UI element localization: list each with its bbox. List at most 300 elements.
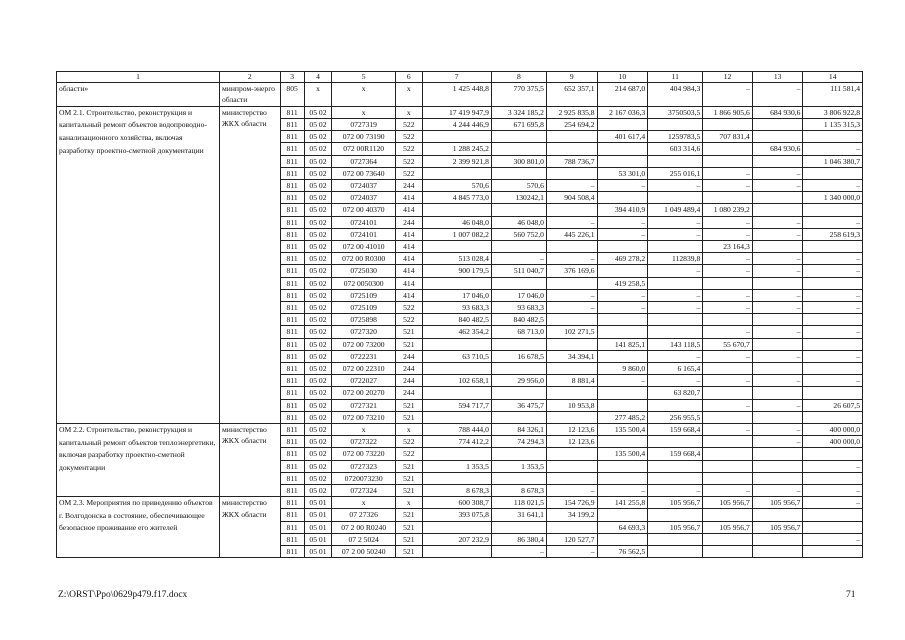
table-cell: 393 075,8 <box>422 509 491 521</box>
table-body <box>57 83 863 558</box>
table-cell: – <box>752 424 803 436</box>
table-cell: 0727322 <box>332 436 396 448</box>
table-cell <box>491 204 546 216</box>
table-cell: 594 717,7 <box>422 399 491 411</box>
table-cell: 0725109 <box>332 302 396 314</box>
table-cell <box>752 192 803 204</box>
table-cell: – <box>752 350 803 362</box>
table-cell: 811 <box>280 533 304 545</box>
table-cell: 1 049 489,4 <box>648 204 703 216</box>
table-cell: 17 419 947,9 <box>422 106 491 118</box>
table-cell: 072 00 73210 <box>332 411 396 423</box>
table-cell <box>546 338 597 350</box>
table-cell: x <box>332 424 396 436</box>
table-cell: 401 617,4 <box>597 131 648 143</box>
table-cell: 05 02 <box>304 228 332 240</box>
table-cell: 521 <box>396 338 422 350</box>
table-cell: 811 <box>280 314 304 326</box>
file-path-footer: Z:\ORST\Ppo\0629p479.f17.docx <box>58 590 188 600</box>
table-cell: – <box>803 460 863 472</box>
table-cell: 05 02 <box>304 204 332 216</box>
table-cell <box>597 387 648 399</box>
table-cell: 404 984,3 <box>648 83 703 107</box>
column-number-cell: 7 <box>422 72 491 83</box>
table-cell: 05 02 <box>304 387 332 399</box>
table-cell <box>422 167 491 179</box>
table-cell <box>546 521 597 533</box>
table-cell: x <box>304 83 332 107</box>
table-cell: – <box>752 375 803 387</box>
table-cell: 072 00 22310 <box>332 363 396 375</box>
table-cell: 1 353,5 <box>422 460 491 472</box>
table-cell <box>597 143 648 155</box>
table-cell: 9 860,0 <box>597 363 648 375</box>
table-cell: 072 00 73640 <box>332 167 396 179</box>
table-cell <box>422 131 491 143</box>
table-cell: 811 <box>280 167 304 179</box>
table-cell: 0727364 <box>332 155 396 167</box>
table-cell <box>752 509 803 521</box>
table-cell <box>422 241 491 253</box>
table-cell: 072 00 73200 <box>332 338 396 350</box>
table-cell: 93 683,3 <box>491 302 546 314</box>
table-cell: – <box>703 302 753 314</box>
table-cell: – <box>703 83 753 107</box>
table-cell: 376 169,6 <box>546 265 597 277</box>
table-cell: 17 046,0 <box>422 289 491 301</box>
table-cell <box>546 411 597 423</box>
table-cell: 34 199,2 <box>546 509 597 521</box>
table-cell: 07 2 5024 <box>332 533 396 545</box>
table-cell: 570,6 <box>491 180 546 192</box>
table-cell: 522 <box>396 143 422 155</box>
table-cell: – <box>546 302 597 314</box>
table-cell: 0727320 <box>332 326 396 338</box>
table-cell <box>597 265 648 277</box>
table-cell: – <box>597 228 648 240</box>
table-cell: 105 956,7 <box>752 521 803 533</box>
table-cell: 774 412,2 <box>422 436 491 448</box>
table-cell: 05 02 <box>304 106 332 118</box>
table-cell: 511 040,7 <box>491 265 546 277</box>
column-number-row <box>57 72 863 83</box>
table-cell <box>491 411 546 423</box>
table-cell: 811 <box>280 155 304 167</box>
table-cell: 105 956,7 <box>648 497 703 509</box>
table-cell <box>648 314 703 326</box>
table-cell: 4 244 446,9 <box>422 118 491 130</box>
table-cell <box>703 363 753 375</box>
table-cell: – <box>597 485 648 497</box>
table-cell: – <box>752 167 803 179</box>
table-cell: 811 <box>280 521 304 533</box>
table-cell: 05 02 <box>304 180 332 192</box>
table-cell: 811 <box>280 472 304 484</box>
table-cell: 74 294,3 <box>491 436 546 448</box>
table-cell: 17 046,0 <box>491 289 546 301</box>
table-cell: 34 394,1 <box>546 350 597 362</box>
table-cell: 1259783,5 <box>648 131 703 143</box>
table-cell <box>597 509 648 521</box>
table-cell: 05 02 <box>304 131 332 143</box>
table-cell: – <box>803 289 863 301</box>
table-cell <box>752 118 803 130</box>
table-cell <box>703 314 753 326</box>
table-cell: 0722231 <box>332 350 396 362</box>
table-cell: 118 021,5 <box>491 497 546 509</box>
table-cell: 900 179,5 <box>422 265 491 277</box>
table-cell: 1 080 239,2 <box>703 204 753 216</box>
table-cell: 12 123,6 <box>546 424 597 436</box>
table-cell: 811 <box>280 241 304 253</box>
table-cell: x <box>396 106 422 118</box>
table-cell: 522 <box>396 448 422 460</box>
table-cell <box>648 192 703 204</box>
table-cell <box>803 509 863 521</box>
column-number-cell: 12 <box>703 72 753 83</box>
table-cell: 277 485,2 <box>597 411 648 423</box>
table-cell <box>803 314 863 326</box>
table-cell: – <box>803 143 863 155</box>
table-cell: 6 165,4 <box>648 363 703 375</box>
table-cell: 112839,8 <box>648 253 703 265</box>
table-cell: 86 380,4 <box>491 533 546 545</box>
table-cell: 05 02 <box>304 448 332 460</box>
table-cell <box>752 241 803 253</box>
table-cell <box>597 399 648 411</box>
table-cell: – <box>703 253 753 265</box>
table-cell: 414 <box>396 265 422 277</box>
table-cell: 8 678,3 <box>422 485 491 497</box>
table-cell: 76 562,5 <box>597 546 648 558</box>
table-cell: 05 02 <box>304 326 332 338</box>
table-cell <box>703 460 753 472</box>
table-cell: 05 01 <box>304 521 332 533</box>
table-cell: – <box>703 265 753 277</box>
table-cell: 300 801,0 <box>491 155 546 167</box>
table-cell: 214 687,0 <box>597 83 648 107</box>
table-cell: x <box>396 497 422 509</box>
column-number-cell: 5 <box>332 72 396 83</box>
column-number-cell: 1 <box>57 72 220 83</box>
table-cell: – <box>703 375 753 387</box>
table-cell: 05 02 <box>304 436 332 448</box>
table-cell <box>752 460 803 472</box>
table-cell: – <box>703 485 753 497</box>
table-cell <box>546 204 597 216</box>
table-cell: 811 <box>280 436 304 448</box>
table-cell <box>752 277 803 289</box>
table-cell <box>491 167 546 179</box>
table-cell: 07 2 00 50240 <box>332 546 396 558</box>
table-cell: 570,6 <box>422 180 491 192</box>
table-cell: 394 410,9 <box>597 204 648 216</box>
table-cell <box>546 314 597 326</box>
table-cell: – <box>803 375 863 387</box>
table-cell <box>752 338 803 350</box>
table-cell <box>703 118 753 130</box>
table-cell: 4 845 773,0 <box>422 192 491 204</box>
column-number-cell: 3 <box>280 72 304 83</box>
table-cell: 05 02 <box>304 277 332 289</box>
table-cell <box>422 363 491 375</box>
table-cell: 652 357,1 <box>546 83 597 107</box>
table-cell: 8 881,4 <box>546 375 597 387</box>
column-number-cell: 4 <box>304 72 332 83</box>
table-cell: 46 048,0 <box>491 216 546 228</box>
budget-table-container <box>56 71 863 558</box>
table-cell: 072 00 41010 <box>332 241 396 253</box>
table-cell <box>422 472 491 484</box>
table-cell: 64 693,3 <box>597 521 648 533</box>
table-cell: – <box>752 228 803 240</box>
table-cell: 07 27326 <box>332 509 396 521</box>
table-cell: 707 831,4 <box>703 131 753 143</box>
table-cell <box>546 472 597 484</box>
table-cell: 072 00 20270 <box>332 387 396 399</box>
table-cell: 811 <box>280 216 304 228</box>
table-cell: x <box>396 424 422 436</box>
column-number-cell: 11 <box>648 72 703 83</box>
table-cell: – <box>648 265 703 277</box>
table-cell: 105 956,7 <box>648 521 703 533</box>
table-cell: – <box>648 228 703 240</box>
table-row <box>57 83 863 107</box>
table-cell: 0725109 <box>332 289 396 301</box>
table-cell: 0724101 <box>332 228 396 240</box>
table-cell: – <box>597 302 648 314</box>
table-cell: 805 <box>280 83 304 107</box>
table-cell: x <box>396 83 422 107</box>
table-cell: – <box>648 485 703 497</box>
table-cell: 811 <box>280 131 304 143</box>
table-cell: – <box>648 350 703 362</box>
table-cell: 811 <box>280 204 304 216</box>
table-cell: 0727321 <box>332 399 396 411</box>
table-cell: x <box>332 106 396 118</box>
table-cell: 135 500,4 <box>597 424 648 436</box>
table-cell: 244 <box>396 363 422 375</box>
table-cell <box>703 192 753 204</box>
table-cell: – <box>752 83 803 107</box>
budget-table <box>56 71 863 558</box>
table-cell: 05 02 <box>304 472 332 484</box>
table-cell <box>597 118 648 130</box>
table-cell <box>597 192 648 204</box>
table-cell <box>546 363 597 375</box>
table-cell <box>491 277 546 289</box>
table-cell: – <box>546 485 597 497</box>
table-cell: 603 314,6 <box>648 143 703 155</box>
table-cell: 072 00 73190 <box>332 131 396 143</box>
table-cell: 244 <box>396 180 422 192</box>
table-cell: 105 956,7 <box>703 521 753 533</box>
table-cell: 469 278,2 <box>597 253 648 265</box>
table-cell: 414 <box>396 253 422 265</box>
table-cell: 811 <box>280 338 304 350</box>
table-cell <box>803 241 863 253</box>
table-cell <box>546 241 597 253</box>
table-cell: – <box>803 180 863 192</box>
table-cell: 10 953,8 <box>546 399 597 411</box>
table-cell <box>648 436 703 448</box>
table-cell: 8 678,3 <box>491 485 546 497</box>
responsible-executor: минпром-энерго области <box>219 83 280 107</box>
table-cell: – <box>703 424 753 436</box>
table-cell: 1 353,5 <box>491 460 546 472</box>
table-cell <box>703 533 753 545</box>
table-cell: 05 02 <box>304 216 332 228</box>
table-cell <box>648 277 703 289</box>
table-cell: 05 02 <box>304 289 332 301</box>
program-measure-name: ОМ 2.2. Строительство, реконструкция и капитальный ремонт объектов теплоэнергетики, включая разработку проектно-сметной документации <box>57 424 220 497</box>
table-cell: x <box>332 83 396 107</box>
table-cell: 07 2 00 R0240 <box>332 521 396 533</box>
table-cell: 811 <box>280 277 304 289</box>
table-cell: 521 <box>396 485 422 497</box>
column-number-cell: 6 <box>396 72 422 83</box>
program-measure-name: области» <box>57 83 220 107</box>
table-cell: 811 <box>280 411 304 423</box>
table-cell: – <box>752 485 803 497</box>
table-cell: – <box>703 180 753 192</box>
table-cell: 684 930,6 <box>752 106 803 118</box>
table-cell: 29 956,0 <box>491 375 546 387</box>
table-cell: – <box>803 216 863 228</box>
table-cell: 05 02 <box>304 143 332 155</box>
table-cell <box>491 472 546 484</box>
table-cell <box>546 131 597 143</box>
table-cell: 63 710,5 <box>422 350 491 362</box>
table-cell: 53 301,0 <box>597 167 648 179</box>
program-measure-name: ОМ 2.3. Мероприятия по приведению объектов г. Волгодонска в состояние, обеспечивающее безопасное проживание его жителей <box>57 497 220 558</box>
table-cell: – <box>803 265 863 277</box>
table-cell <box>803 546 863 558</box>
table-cell: 072 00R1120 <box>332 143 396 155</box>
table-cell: 513 028,4 <box>422 253 491 265</box>
table-cell <box>491 131 546 143</box>
table-cell <box>803 277 863 289</box>
table-cell: 560 752,0 <box>491 228 546 240</box>
table-cell: 05 01 <box>304 546 332 558</box>
table-cell: 16 678,5 <box>491 350 546 362</box>
table-cell <box>648 546 703 558</box>
table-cell: – <box>491 253 546 265</box>
table-cell <box>597 472 648 484</box>
table-cell: 0727323 <box>332 460 396 472</box>
table-cell <box>752 448 803 460</box>
table-cell: 05 02 <box>304 338 332 350</box>
table-cell: 244 <box>396 216 422 228</box>
table-cell: – <box>752 180 803 192</box>
table-cell: 811 <box>280 192 304 204</box>
table-cell: 105 956,7 <box>752 497 803 509</box>
table-cell: 414 <box>396 192 422 204</box>
table-cell <box>703 411 753 423</box>
table-cell <box>803 472 863 484</box>
table-cell: 244 <box>396 350 422 362</box>
table-cell: 1 135 315,3 <box>803 118 863 130</box>
table-cell <box>597 314 648 326</box>
program-measure-name: ОМ 2.1. Строительство, реконструкция и капитальный ремонт объектов водопроводно-канализационного хозяйства, включая разработку проектно-сметной документации <box>57 106 220 423</box>
table-cell <box>703 155 753 167</box>
table-cell: 244 <box>396 375 422 387</box>
table-cell: 05 02 <box>304 411 332 423</box>
table-cell: – <box>752 302 803 314</box>
table-cell: 811 <box>280 118 304 130</box>
table-cell <box>752 387 803 399</box>
table-cell <box>752 546 803 558</box>
table-cell: 05 02 <box>304 302 332 314</box>
table-cell: – <box>491 546 546 558</box>
table-cell: 414 <box>396 241 422 253</box>
table-cell: 788 444,0 <box>422 424 491 436</box>
table-cell: 0725030 <box>332 265 396 277</box>
table-cell: 072 00 40370 <box>332 204 396 216</box>
table-cell: 258 619,3 <box>803 228 863 240</box>
table-cell: – <box>597 289 648 301</box>
table-cell: – <box>703 326 753 338</box>
table-cell <box>703 143 753 155</box>
table-cell: 811 <box>280 143 304 155</box>
table-cell: 159 668,4 <box>648 448 703 460</box>
table-cell: x <box>332 497 396 509</box>
table-cell: 811 <box>280 106 304 118</box>
table-cell <box>597 533 648 545</box>
table-cell <box>803 204 863 216</box>
table-cell: 3 324 185,2 <box>491 106 546 118</box>
table-cell <box>546 460 597 472</box>
table-cell: 811 <box>280 448 304 460</box>
table-cell: 2 399 921,8 <box>422 155 491 167</box>
table-cell <box>648 399 703 411</box>
table-cell: – <box>803 350 863 362</box>
table-cell: 462 354,2 <box>422 326 491 338</box>
table-cell: 811 <box>280 326 304 338</box>
table-cell: 521 <box>396 399 422 411</box>
table-cell: – <box>803 253 863 265</box>
table-cell <box>648 155 703 167</box>
table-cell: 811 <box>280 399 304 411</box>
table-cell: 904 508,4 <box>546 192 597 204</box>
table-cell: – <box>752 399 803 411</box>
table-cell: 522 <box>396 167 422 179</box>
table-cell <box>648 460 703 472</box>
table-cell <box>546 167 597 179</box>
table-cell: 05 02 <box>304 167 332 179</box>
table-cell: – <box>752 265 803 277</box>
table-cell <box>597 460 648 472</box>
table-cell: – <box>703 350 753 362</box>
table-cell: 141 825,1 <box>597 338 648 350</box>
table-cell: 102 271,5 <box>546 326 597 338</box>
table-row <box>57 424 863 436</box>
table-row <box>57 497 863 509</box>
table-cell: 05 02 <box>304 485 332 497</box>
table-cell: 522 <box>396 314 422 326</box>
table-cell: 414 <box>396 228 422 240</box>
table-cell: 521 <box>396 546 422 558</box>
table-cell: – <box>648 302 703 314</box>
table-cell: – <box>546 289 597 301</box>
table-cell <box>803 131 863 143</box>
table-cell <box>597 326 648 338</box>
table-cell <box>422 448 491 460</box>
column-number-cell: 2 <box>219 72 280 83</box>
table-cell: – <box>752 216 803 228</box>
table-cell: – <box>546 180 597 192</box>
table-cell: 414 <box>396 289 422 301</box>
